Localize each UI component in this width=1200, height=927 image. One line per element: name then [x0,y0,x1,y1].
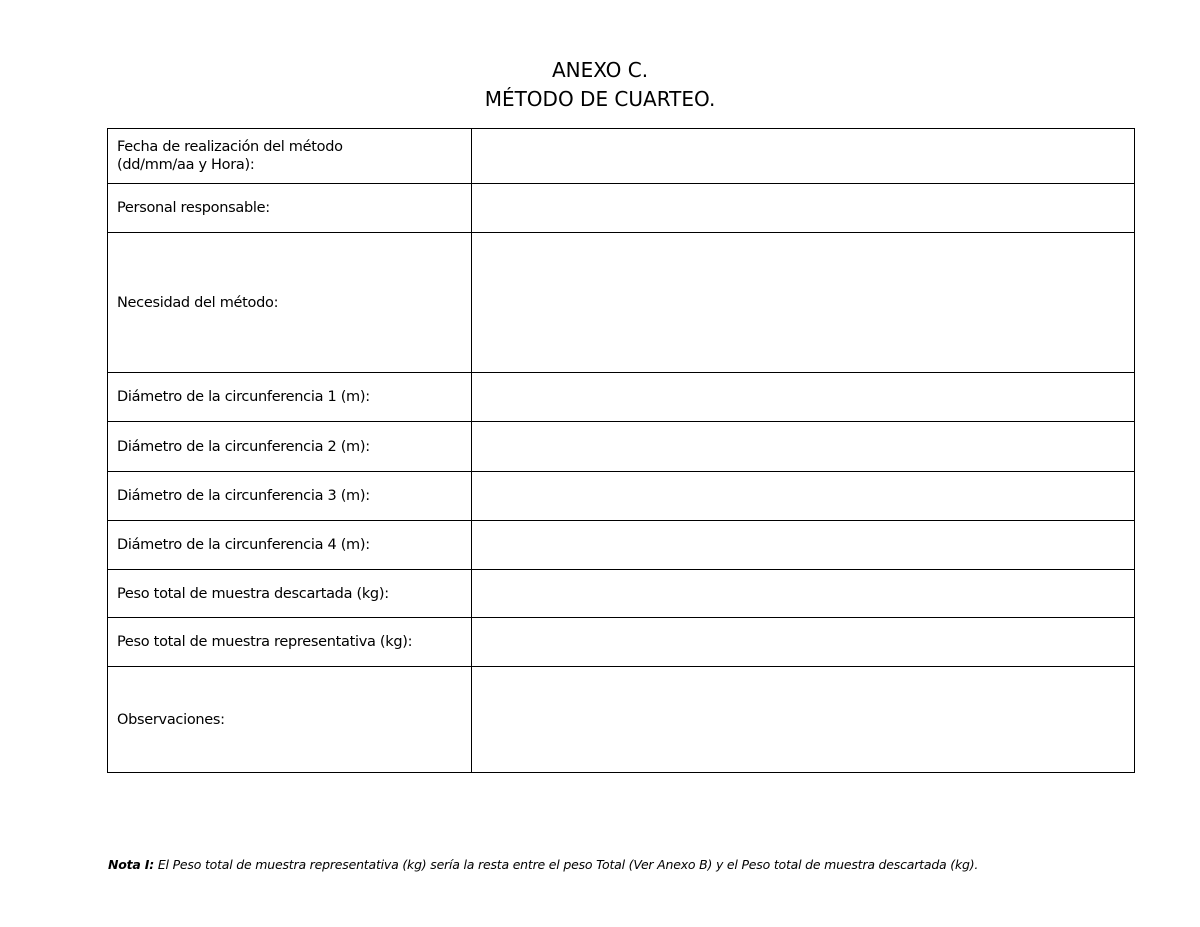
footnote-text: El Peso total de muestra representativa (kg) sería la resta entre el peso Total (Ver Anexo B) y el Peso total de muestra descartada (kg). [154,857,979,872]
date-label-line2: (dd/mm/aa y Hora): [117,157,255,173]
representative-weight-label: Peso total de muestra representativa (kg): [108,618,472,667]
table-row [108,570,1135,618]
observations-label: Observaciones: [108,667,472,773]
diameter-4-label: Diámetro de la circunferencia 4 (m): [108,521,472,570]
date-field[interactable] [472,129,1135,184]
table-row [108,521,1135,570]
diameter-1-field[interactable] [472,373,1135,422]
diameter-1-label: Diámetro de la circunferencia 1 (m): [108,373,472,422]
table-row [108,184,1135,233]
diameter-2-field[interactable] [472,422,1135,472]
responsible-field[interactable] [472,184,1135,233]
table-row [108,233,1135,373]
need-field[interactable] [472,233,1135,373]
table-row [108,129,1135,184]
diameter-3-field[interactable] [472,472,1135,521]
document-title [0,56,1200,114]
representative-weight-field[interactable] [472,618,1135,667]
table-row [108,618,1135,667]
table-row [108,373,1135,422]
footnote-label: Nota I: [108,857,155,872]
discarded-weight-field[interactable] [472,570,1135,618]
table-row [108,667,1135,773]
observations-field[interactable] [472,667,1135,773]
diameter-4-field[interactable] [472,521,1135,570]
method-heading: MÉTODO DE CUARTEO. [484,87,716,111]
annex-heading: ANEXO C. [551,58,649,82]
diameter-2-label: Diámetro de la circunferencia 2 (m): [108,422,472,472]
footnote [108,857,978,872]
date-label-line1: Fecha de realización del método [117,139,343,155]
diameter-3-label: Diámetro de la circunferencia 3 (m): [108,472,472,521]
table-row [108,472,1135,521]
responsible-label: Personal responsable: [108,184,472,233]
date-label [108,129,472,184]
discarded-weight-label: Peso total de muestra descartada (kg): [108,570,472,618]
table-row [108,422,1135,472]
quartering-form-table [107,128,1135,773]
need-label: Necesidad del método: [108,233,472,373]
